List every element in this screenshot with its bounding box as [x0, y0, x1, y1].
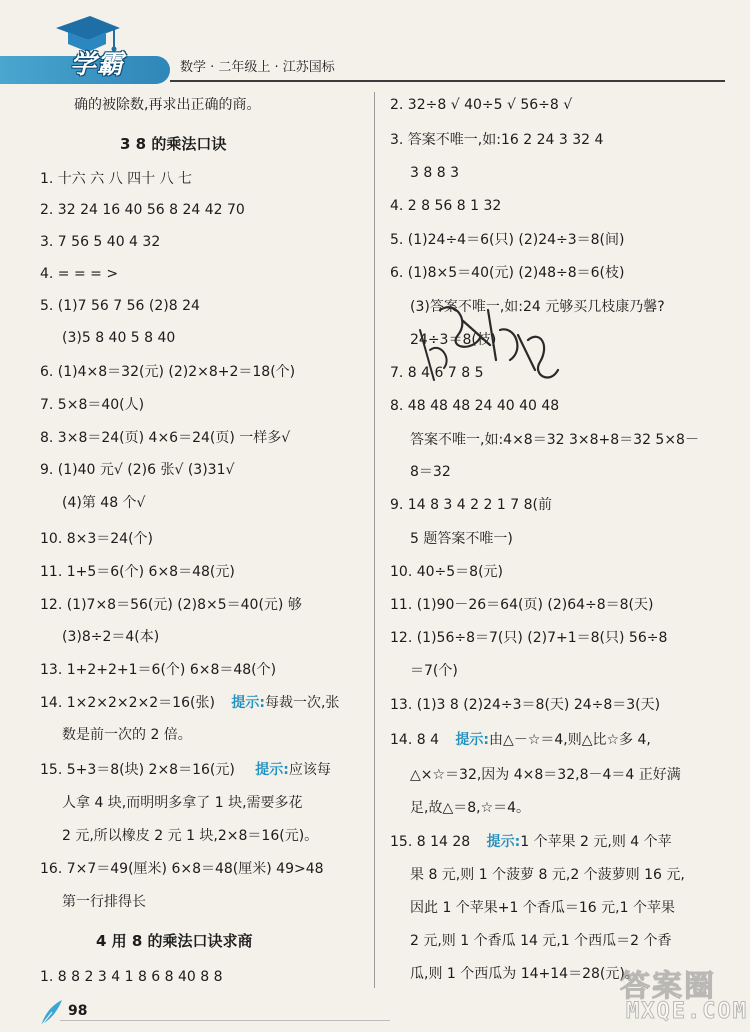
page-header	[0, 0, 750, 92]
answer-line: 12. (1)56÷8＝7(只) (2)7+1＝8(只) 56÷8	[390, 630, 668, 646]
answer-line: (3)答案不唯一,如:24 元够买几枝康乃馨?	[410, 299, 665, 315]
answer-line: ＝7(个)	[410, 663, 458, 679]
hint-label: 提示:	[455, 732, 490, 748]
answer-line: 3. 答案不唯一,如:16 2 24 3 32 4	[390, 132, 604, 148]
hint-text: 应该每	[288, 762, 331, 778]
answer-line: 果 8 元,则 1 个菠萝 8 元,2 个菠萝则 16 元,	[410, 867, 685, 883]
answer-text: 14. 8 4	[390, 732, 439, 748]
answer-line: 第一行排得长	[62, 894, 146, 910]
answer-line: 瓜,则 1 个西瓜为 14+14＝28(元)。	[410, 966, 639, 982]
answer-line: △×☆＝32,因为 4×8＝32,8－4＝4 正好满	[410, 767, 681, 783]
section-heading: 3 8 的乘法口诀	[120, 135, 227, 153]
answer-line: 6. (1)4×8＝32(元) (2)2×8+2＝18(个)	[40, 364, 296, 380]
answer-line: 4. 2 8 56 8 1 32	[390, 198, 502, 214]
feather-pen-icon	[38, 998, 64, 1028]
answer-line: 3. 7 56 5 40 4 32	[40, 234, 161, 250]
watermark-text: 答案圈	[620, 969, 716, 1004]
answer-line: 9. (1)40 元√ (2)6 张√ (3)31√	[40, 462, 235, 478]
watermark-url: MXQE.COM	[626, 999, 748, 1024]
answer-line: 11. (1)90－26＝64(页) (2)64÷8＝8(天)	[390, 597, 654, 613]
hint-label: 提示:	[255, 762, 289, 778]
answer-line: 1. 十六 六 八 四十 八 七	[40, 171, 193, 187]
column-divider	[374, 92, 375, 988]
answer-line: 7. 8 4 6 7 8 5	[390, 365, 484, 381]
answer-line: 13. 1+2+2+1＝6(个) 6×8＝48(个)	[40, 662, 277, 678]
answer-line: 8. 48 48 48 24 40 40 48	[390, 398, 560, 414]
book-title: 数学 · 二年级上 · 江苏国标	[180, 60, 335, 75]
answer-line: 8＝32	[410, 464, 451, 480]
answer-line: 足,故△＝8,☆＝4。	[410, 800, 531, 816]
answer-line: 5. (1)24÷4＝6(只) (2)24÷3＝8(间)	[390, 232, 625, 248]
answer-line	[40, 694, 339, 712]
answer-line: 答案不唯一,如:4×8＝32 3×8+8＝32 5×8－	[410, 432, 699, 448]
answer-line: 3 8 8 3	[410, 165, 459, 181]
answer-line: (3)8÷2＝4(本)	[62, 629, 160, 645]
answer-line: 2 元,所以橡皮 2 元 1 块,2×8＝16(元)。	[62, 828, 319, 844]
answer-line: 8. 3×8＝24(页) 4×6＝24(页) 一样多√	[40, 430, 291, 446]
answer-text: 15. 5+3＝8(块) 2×8＝16(元)	[40, 762, 235, 778]
hint-label: 提示:	[231, 695, 265, 711]
section-heading: 4 用 8 的乘法口诀求商	[96, 932, 253, 950]
answer-line: 16. 7×7＝49(厘米) 6×8＝48(厘米) 49>48	[40, 861, 324, 877]
answer-line	[40, 761, 331, 779]
answer-line: 24÷3＝8(枝)	[410, 332, 497, 348]
answer-line: 9. 14 8 3 4 2 2 1 7 8(前	[390, 497, 552, 513]
answer-line: 11. 1+5＝6(个) 6×8＝48(元)	[40, 564, 235, 580]
answer-line: 数是前一次的 2 倍。	[62, 727, 192, 743]
footer-rule	[60, 1020, 390, 1021]
hint-text: 每裁一次,张	[264, 695, 340, 711]
answer-line: 5. (1)7 56 7 56 (2)8 24	[40, 298, 200, 314]
answer-line	[390, 731, 651, 749]
answer-line: (4)第 48 个√	[62, 495, 146, 511]
watermark	[612, 955, 747, 1030]
answer-line: 2. 32 24 16 40 56 8 24 42 70	[40, 202, 245, 218]
text-line: 确的被除数,再求出正确的商。	[74, 97, 261, 113]
answer-text: 15. 8 14 28	[390, 834, 471, 850]
answer-line: 1. 8 8 2 3 4 1 8 6 8 40 8 8	[40, 969, 223, 985]
hint-text: 由△－☆＝4,则△比☆多 4,	[489, 732, 651, 748]
answer-line	[390, 833, 672, 851]
brand-logo: 学霸	[70, 50, 125, 80]
handwritten-scribble	[400, 290, 580, 400]
answer-line: 2. 32÷8 √ 40÷5 √ 56÷8 √	[390, 97, 573, 113]
page-number: 98	[68, 1003, 88, 1019]
hint-label: 提示:	[486, 834, 521, 850]
answer-line: 6. (1)8×5＝40(元) (2)48÷8＝6(枝)	[390, 265, 625, 281]
answer-line: 10. 40÷5＝8(元)	[390, 564, 503, 580]
answer-line: 7. 5×8＝40(人)	[40, 397, 145, 413]
answer-line: 4. = = = >	[40, 266, 119, 282]
answer-line: (3)5 8 40 5 8 40	[62, 330, 176, 346]
answer-line: 13. (1)3 8 (2)24÷3＝8(天) 24÷8＝3(天)	[390, 697, 661, 713]
answer-line: 人拿 4 块,而明明多拿了 1 块,需要多花	[62, 795, 303, 811]
answer-line: 5 题答案不唯一)	[410, 531, 513, 547]
answer-line: 因此 1 个苹果+1 个香瓜＝16 元,1 个苹果	[410, 900, 675, 916]
hint-text: 1 个苹果 2 元,则 4 个苹	[520, 834, 672, 850]
answer-line: 2 元,则 1 个香瓜 14 元,1 个西瓜＝2 个香	[410, 933, 672, 949]
answer-text: 14. 1×2×2×2×2＝16(张)	[40, 695, 215, 711]
header-rule	[170, 80, 725, 82]
answer-line: 10. 8×3＝24(个)	[40, 531, 153, 547]
answer-line: 12. (1)7×8＝56(元) (2)8×5＝40(元) 够	[40, 597, 302, 613]
